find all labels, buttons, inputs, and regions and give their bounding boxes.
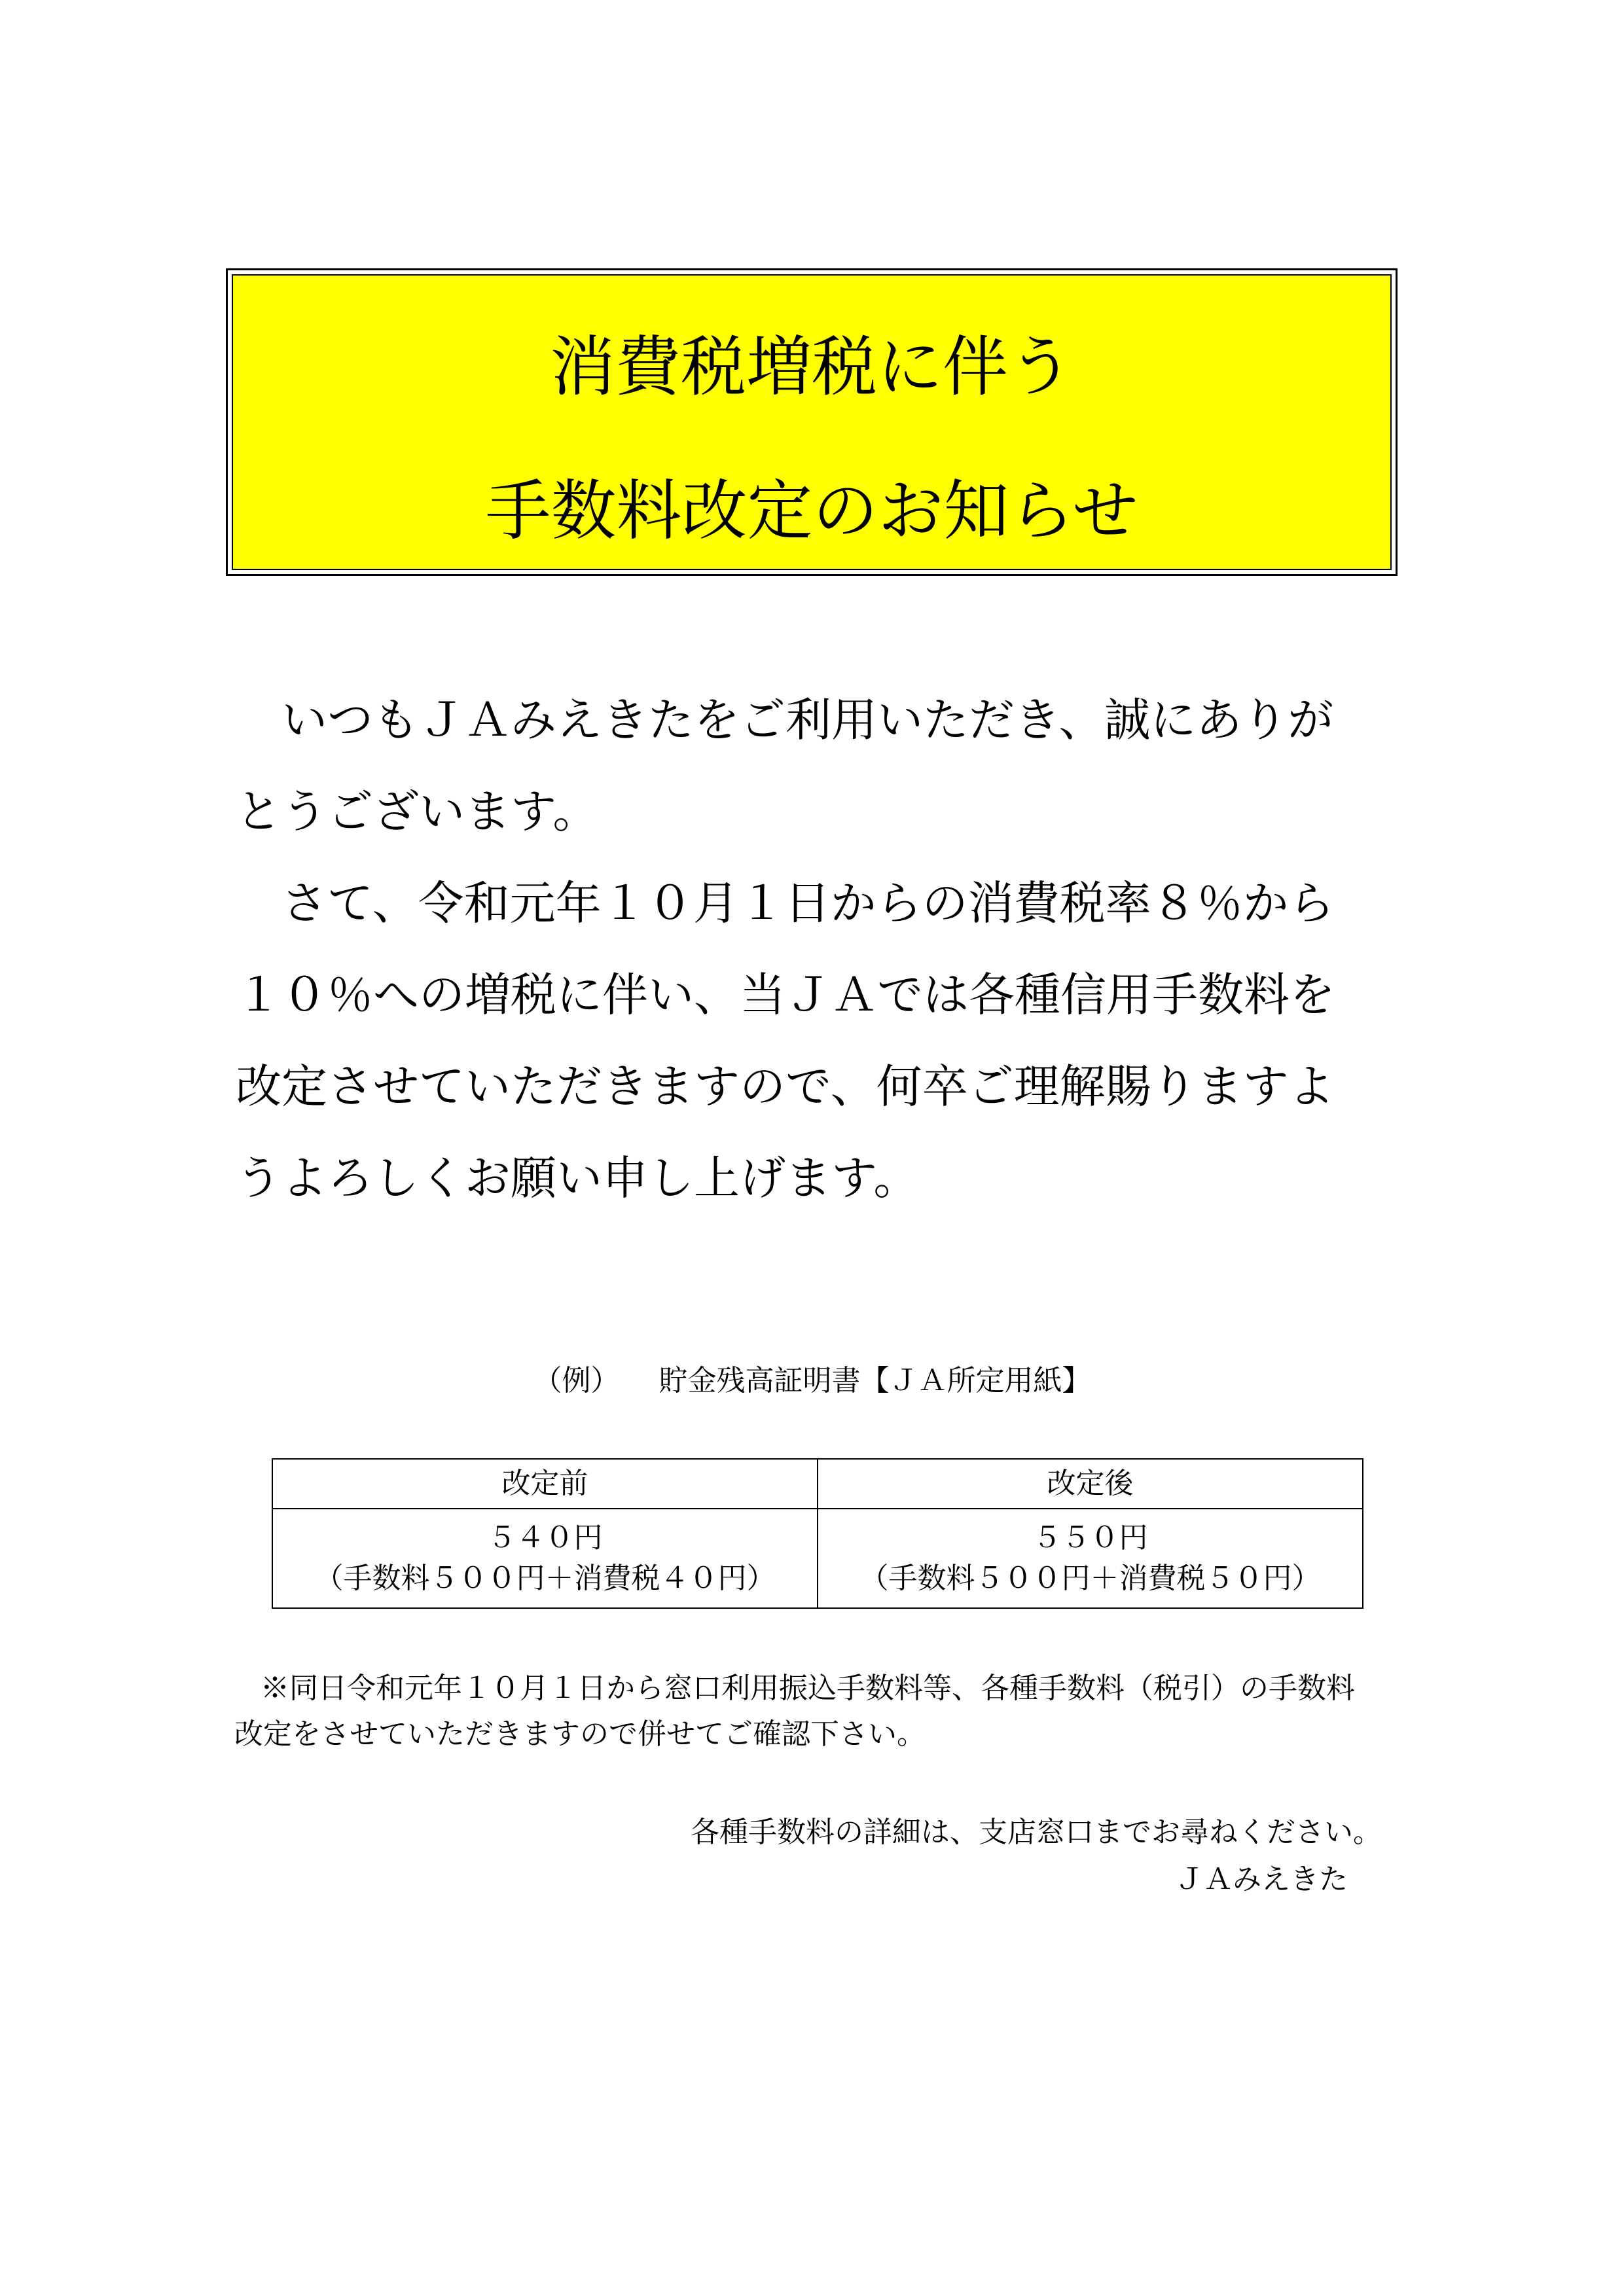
example-caption xyxy=(0,1361,1624,1401)
header-before: 改定前 xyxy=(272,1459,818,1509)
before-amount: ５４０円 xyxy=(487,1521,603,1554)
notice-title-line-1: 消費税増税に伴う xyxy=(550,329,1074,405)
after-cell xyxy=(818,1509,1363,1608)
notice-title-box xyxy=(226,268,1398,576)
body-line-2: とうございます。 xyxy=(236,785,599,838)
body-line-1: いつもＪＡみえきたをご利用いただき、誠にありが xyxy=(236,693,1334,747)
body-line-6: うよろしくお願い申し上げます。 xyxy=(236,1151,920,1205)
before-cell xyxy=(272,1509,818,1608)
header-after: 改定後 xyxy=(818,1459,1363,1509)
example-label: （例） xyxy=(533,1364,620,1397)
note-line-1: ※同日令和元年１０月１日から窓口利用振込手数料等、各種手数料（税引）の手数料 xyxy=(261,1672,1355,1705)
note-line-2: 改定をさせていただきますので併せてご確認下さい。 xyxy=(234,1717,926,1751)
body-line-4: １０％への増税に伴い、当ＪＡでは各種信用手数料を xyxy=(236,968,1335,1022)
body-line-3: さて、令和元年１０月１日からの消費税率８％から xyxy=(236,876,1335,930)
notice-title-line-2: 手数料改定のお知らせ xyxy=(485,473,1138,549)
after-amount: ５５０円 xyxy=(1032,1521,1148,1554)
example-item: 貯金残高証明書【ＪＡ所定用紙】 xyxy=(659,1364,1091,1397)
table-row xyxy=(272,1509,1363,1608)
signature: ＪＡみえきた xyxy=(1175,1863,1348,1896)
after-breakdown: （手数料５００円＋消費税５０円） xyxy=(859,1562,1321,1595)
contact-text: 各種手数料の詳細は、支店窓口までお尋ねください。 xyxy=(691,1816,1382,1849)
notice-title-background xyxy=(232,274,1392,570)
before-breakdown: （手数料５００円＋消費税４０円） xyxy=(314,1562,776,1595)
fee-comparison-table xyxy=(272,1458,1363,1609)
table-header-row xyxy=(272,1459,1363,1509)
body-line-5: 改定させていただきますので、何卒ご理解賜りますよ xyxy=(236,1060,1335,1113)
